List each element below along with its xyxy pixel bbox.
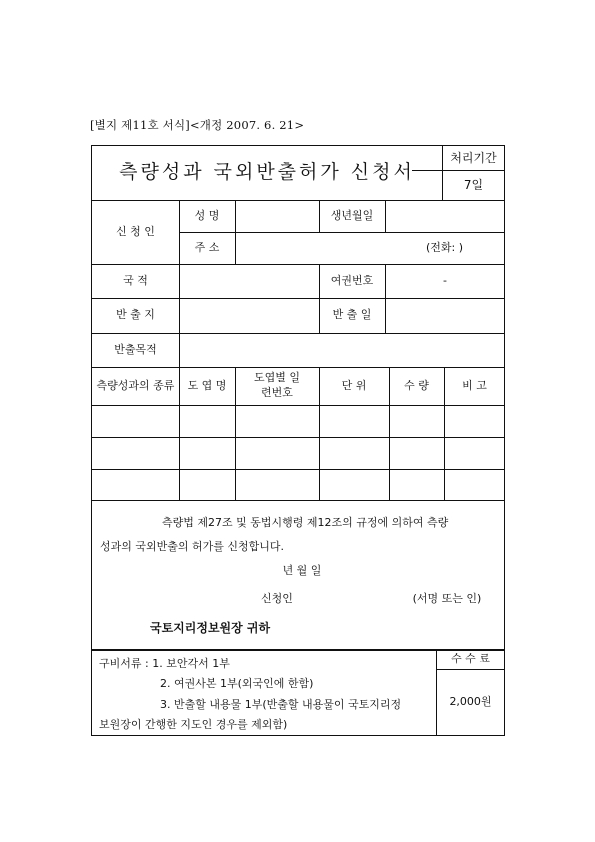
purpose-field[interactable] — [179, 333, 505, 367]
address-field[interactable] — [240, 232, 380, 264]
form-reference: [별지 제11호 서식]<개정 2007. 6. 21> — [90, 118, 305, 132]
table-cell[interactable] — [179, 405, 235, 437]
table-cell[interactable] — [235, 469, 319, 500]
header-sheet-name: 도 엽 명 — [187, 378, 227, 392]
passport-field[interactable]: - — [443, 273, 447, 287]
table-cell[interactable] — [319, 469, 389, 500]
documents-line-4: 보원장이 간행한 지도인 경우를 제외함) — [99, 717, 288, 731]
header-remarks: 비 고 — [462, 378, 487, 392]
table-cell[interactable] — [389, 437, 444, 469]
fee-value: 2,000원 — [449, 694, 492, 708]
table-cell[interactable] — [235, 405, 319, 437]
name-label: 성 명 — [194, 208, 220, 222]
destination-field[interactable] — [179, 298, 319, 333]
processing-period-value: 7일 — [463, 177, 484, 192]
purpose-label: 반출목적 — [114, 342, 157, 356]
signature-note[interactable]: (서명 또는 인) — [412, 591, 482, 605]
form-title: 측량성과 국외반출허가 신청서 — [119, 161, 415, 184]
table-cell[interactable] — [319, 437, 389, 469]
address-label: 주 소 — [194, 240, 220, 254]
table-cell[interactable] — [92, 405, 179, 437]
export-date-label: 반 출 일 — [332, 308, 372, 322]
table-cell[interactable] — [444, 469, 505, 500]
birth-date-field[interactable] — [385, 200, 505, 232]
nationality-label: 국 적 — [123, 273, 148, 287]
row-line — [92, 500, 505, 501]
statement-line-1: 측량법 제27조 및 동법시행령 제12조의 규정에 의하여 측량 — [162, 515, 449, 529]
export-date-field[interactable] — [385, 298, 505, 333]
name-field[interactable] — [235, 200, 319, 232]
table-cell[interactable] — [389, 405, 444, 437]
addressee: 국토지리정보원장 귀하 — [150, 620, 271, 635]
documents-line-2: 2. 여권사본 1부(외국인에 한함) — [160, 676, 314, 690]
processing-period-label: 처리기간 — [450, 150, 497, 165]
table-cell[interactable] — [389, 469, 444, 500]
application-form — [91, 145, 505, 736]
header-unit: 단 위 — [341, 378, 367, 392]
nationality-field[interactable] — [179, 264, 319, 298]
table-cell[interactable] — [235, 437, 319, 469]
header-serial-number: 도엽별 일련번호 — [253, 371, 300, 399]
table-cell[interactable] — [319, 405, 389, 437]
birth-date-label: 생년월일 — [330, 208, 374, 222]
header-survey-type: 측량성과의 종류 — [96, 378, 175, 392]
table-cell[interactable] — [92, 437, 179, 469]
table-cell[interactable] — [92, 469, 179, 500]
table-cell[interactable] — [444, 437, 505, 469]
applicant-label: 신 청 인 — [116, 224, 155, 238]
documents-line-1: 구비서류 : 1. 보안각서 1부 — [99, 656, 230, 670]
passport-label: 여권번호 — [330, 273, 374, 287]
table-cell[interactable] — [444, 405, 505, 437]
header-quantity: 수 량 — [404, 378, 429, 392]
table-cell[interactable] — [179, 469, 235, 500]
fee-label: 수 수 료 — [451, 651, 490, 665]
applicant-signature-label: 신청인 — [261, 591, 293, 605]
table-cell[interactable] — [179, 437, 235, 469]
statement-line-2: 성과의 국외반출의 허가를 신청합니다. — [100, 539, 285, 553]
application-date[interactable]: 년 월 일 — [282, 563, 322, 577]
phone-field[interactable]: (전화: ) — [425, 240, 464, 254]
destination-label: 반 출 지 — [116, 308, 155, 322]
documents-line-3: 3. 반출할 내용물 1부(반출할 내용물이 국토지리정 — [160, 697, 402, 711]
